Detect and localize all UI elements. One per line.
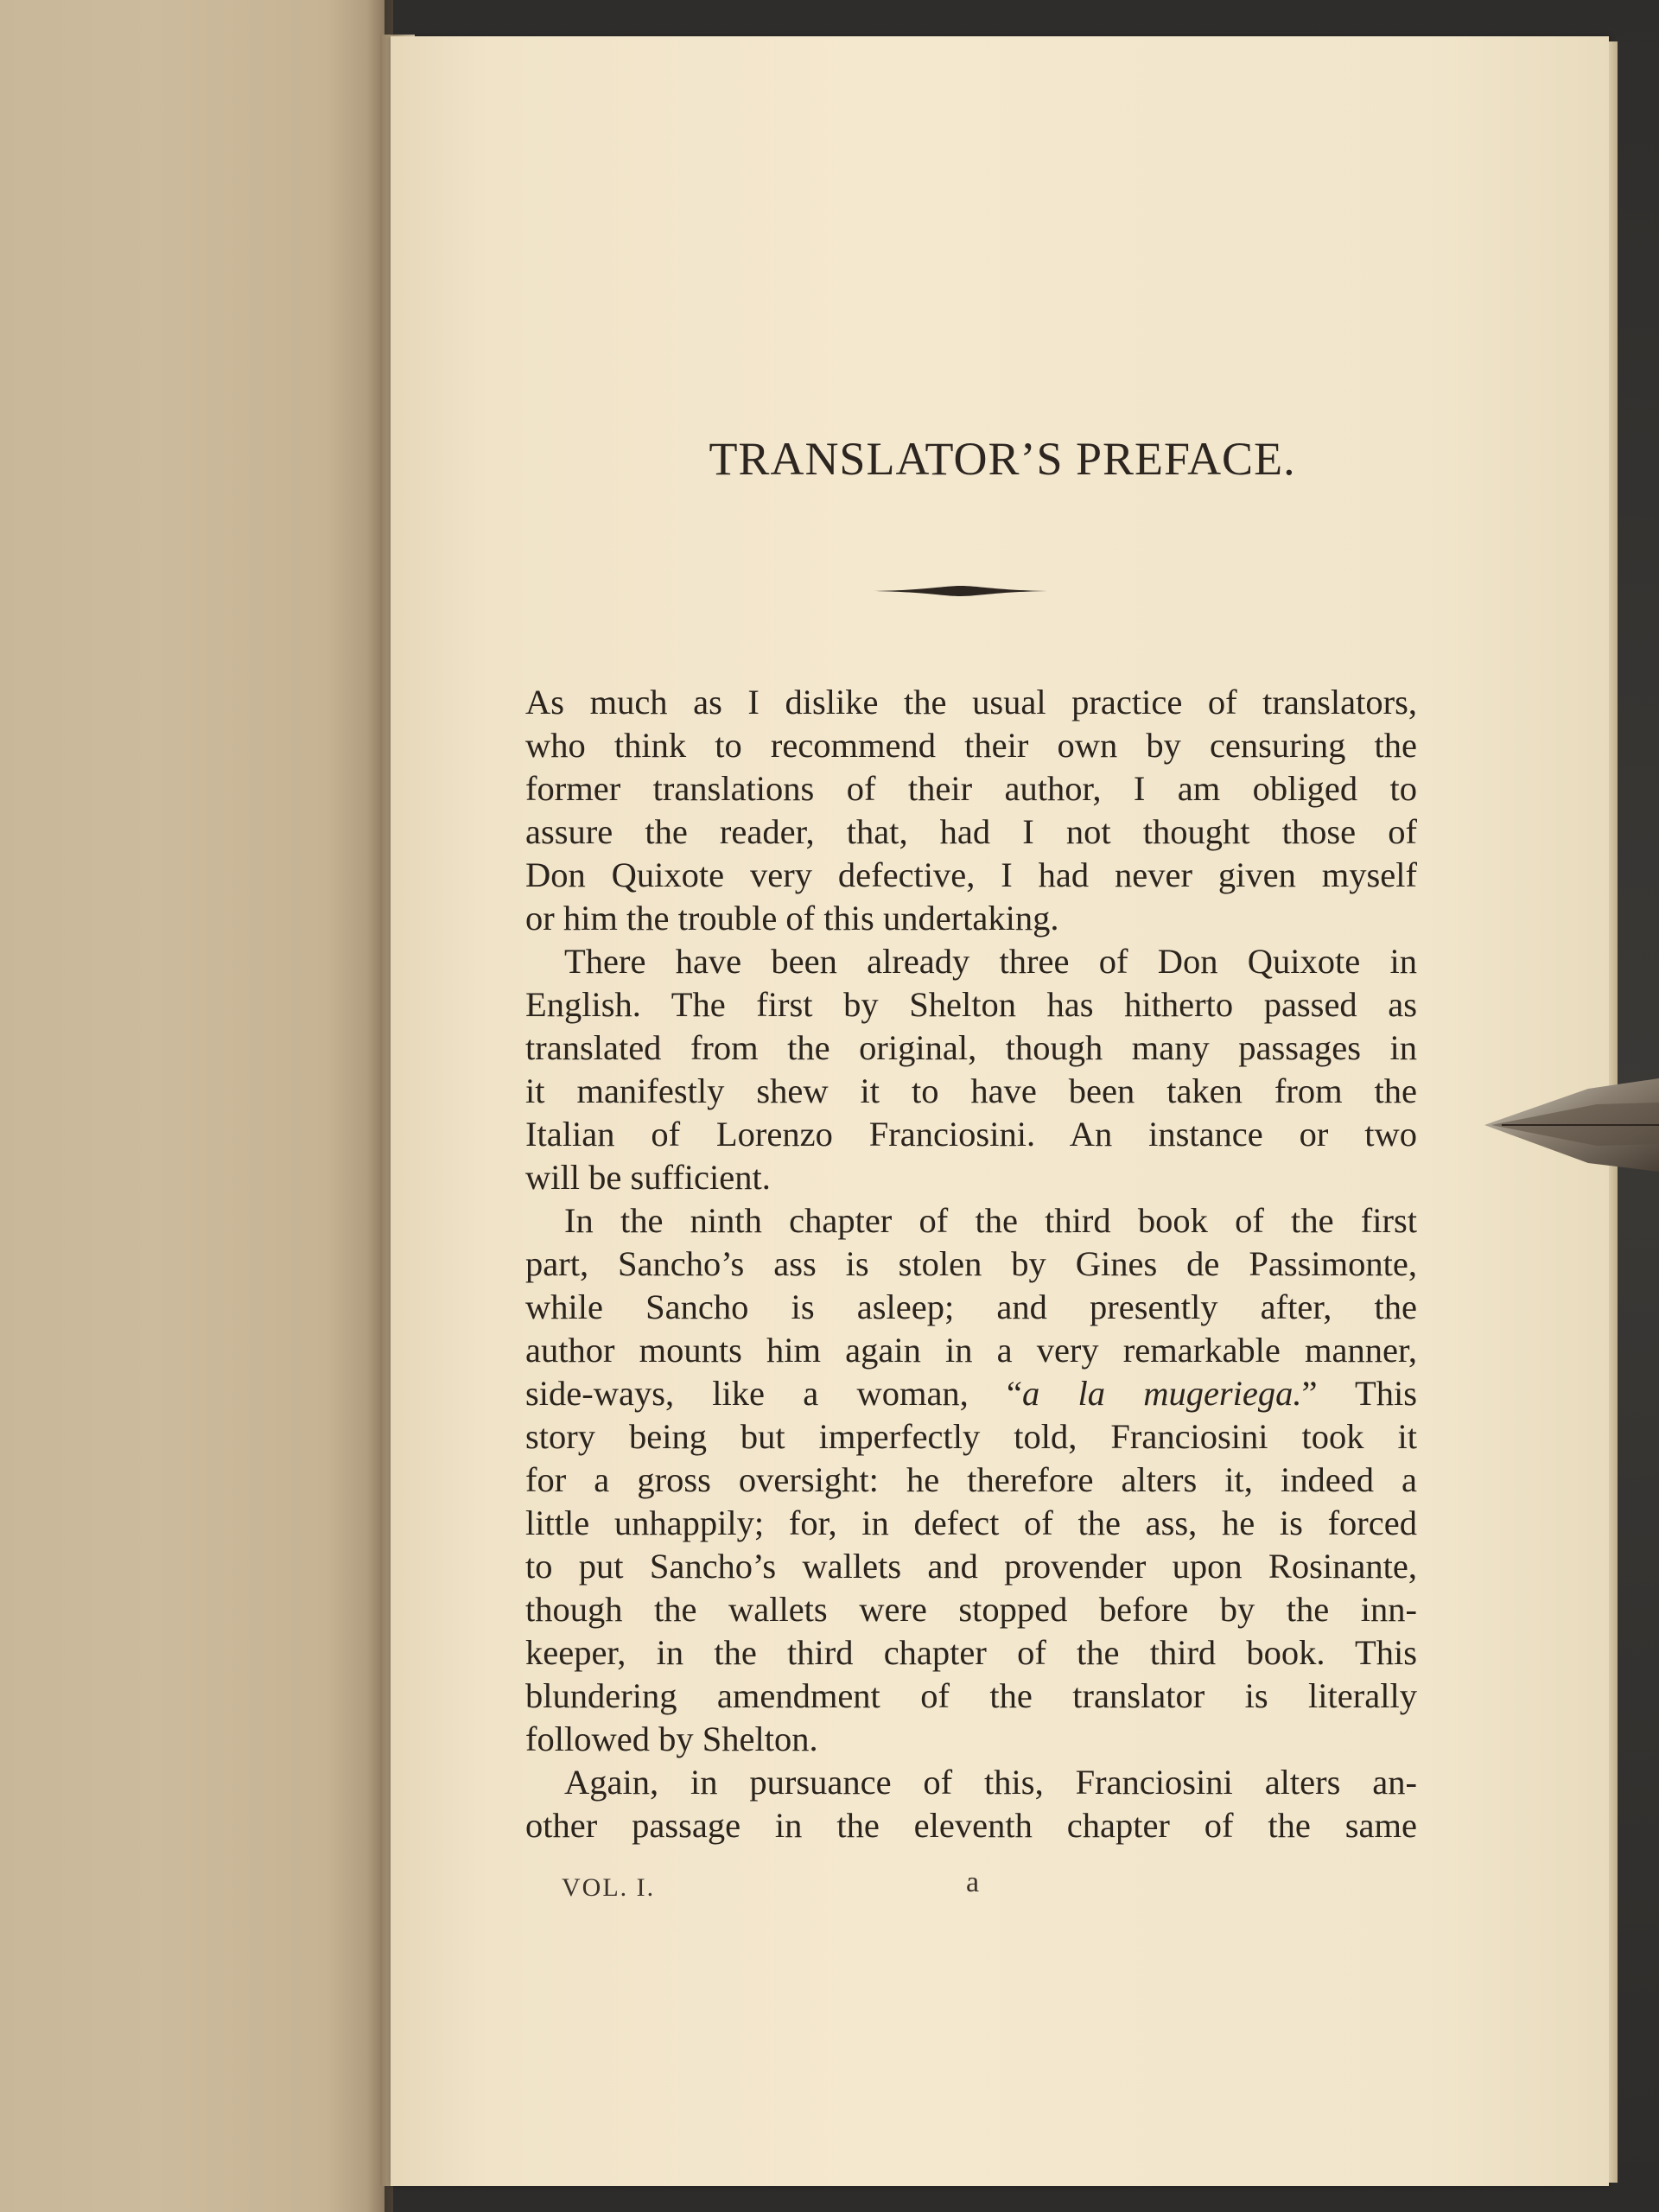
body-text <box>525 681 1417 1847</box>
text-line: for a gross oversight: he therefore alters it, indeed a <box>525 1460 1417 1499</box>
signature-letter: a <box>966 1866 980 1898</box>
text-fragment: side-ways, like a woman, “ <box>525 1374 1022 1413</box>
text-line: Italian of Lorenzo Franciosini. An instance or two <box>525 1115 1417 1154</box>
ornament-icon <box>874 584 1047 598</box>
text-line: followed by Shelton. <box>525 1719 818 1758</box>
text-line: while Sancho is asleep; and presently after, the <box>525 1287 1417 1326</box>
left-facing-page <box>0 0 385 2212</box>
text-line: story being but imperfectly told, Franciosini took it <box>525 1417 1417 1456</box>
text-line: or him the trouble of this undertaking. <box>525 899 1059 938</box>
text-line: blundering amendment of the translator is literally <box>525 1676 1417 1715</box>
text-line: Don Quixote very defective, I had never given myself <box>525 855 1417 894</box>
text-line: In the ninth chapter of the third book of the first <box>564 1201 1417 1240</box>
text-line-with-italic <box>525 1372 1417 1415</box>
text-line: to put Sancho’s wallets and provender upon Rosinante, <box>525 1547 1417 1586</box>
text-line: though the wallets were stopped before by the inn- <box>525 1590 1417 1629</box>
text-line: part, Sancho’s ass is stolen by Gines de Passimonte, <box>525 1244 1417 1283</box>
page-title: TRANSLATOR’S PREFACE. <box>709 433 1296 485</box>
italic-phrase: a la mugeriega. <box>1022 1374 1302 1413</box>
text-line: who think to recommend their own by censuring the <box>525 726 1417 765</box>
text-line: little unhappily; for, in defect of the ass, he is forced <box>525 1503 1417 1542</box>
signature-mark: VOL. I. <box>562 1873 656 1902</box>
text-line: assure the reader, that, had I not thought those of <box>525 812 1417 851</box>
text-line: As much as I dislike the usual practice of translators, <box>525 683 1417 721</box>
text-line: keeper, in the third chapter of the third book. This <box>525 1633 1417 1672</box>
text-line: will be sufficient. <box>525 1158 771 1197</box>
text-line: There have been already three of Don Quixote in <box>564 942 1417 981</box>
text-line: author mounts him again in a very remarkable manner, <box>525 1331 1417 1370</box>
text-line: former translations of their author, I am obliged to <box>525 769 1417 808</box>
text-line: it manifestly shew it to have been taken from the <box>525 1071 1417 1110</box>
text-fragment: ” This <box>1301 1374 1417 1413</box>
text-line: other passage in the eleventh chapter of the same <box>525 1806 1417 1845</box>
pen-tip-icon <box>1484 1070 1659 1182</box>
text-line: English. The first by Shelton has hitherto passed as <box>525 985 1417 1024</box>
text-line: Again, in pursuance of this, Franciosini alters an- <box>564 1763 1417 1802</box>
text-line: translated from the original, though many passages in <box>525 1028 1417 1067</box>
